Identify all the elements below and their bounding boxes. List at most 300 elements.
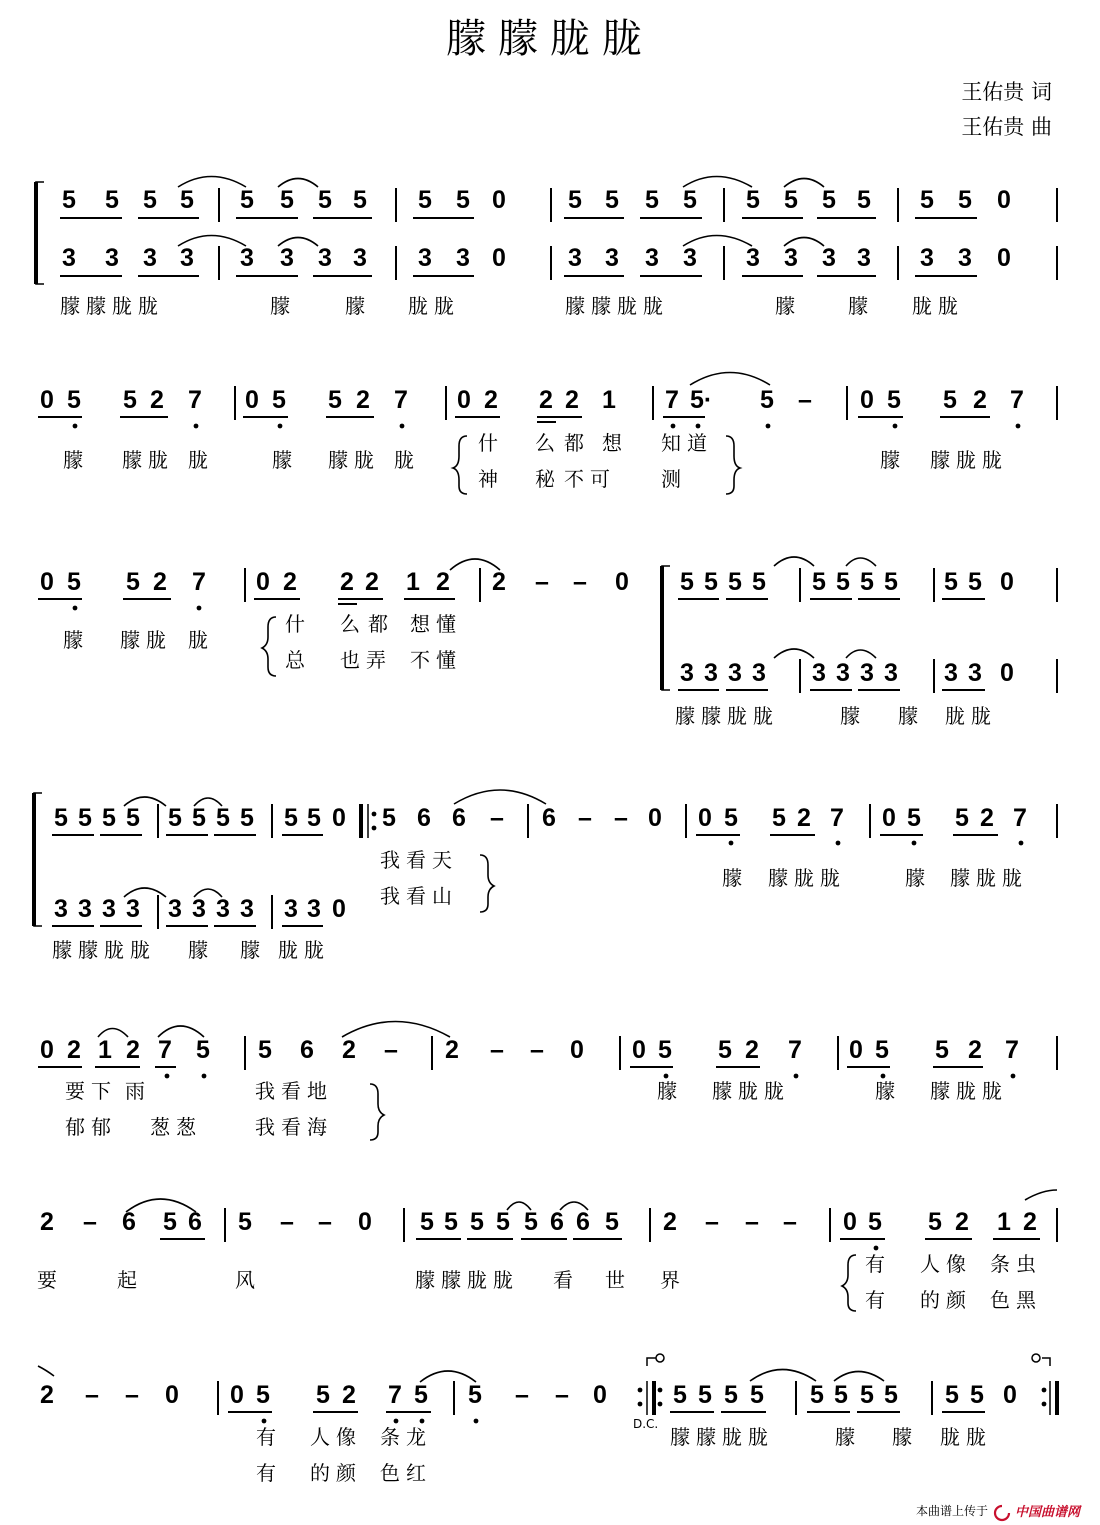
note: 5	[414, 1381, 428, 1409]
note: 5	[724, 1381, 738, 1409]
note: 5	[884, 1381, 898, 1409]
lyric-text: 朦朦胧胧	[675, 704, 779, 728]
note: –	[798, 386, 812, 414]
note: 5	[240, 186, 254, 214]
lyric-text: 人像	[310, 1425, 362, 1449]
lyric-text: 朦	[835, 1425, 855, 1449]
note: –	[125, 1381, 139, 1409]
system-row-5	[38, 1022, 1057, 1141]
lyric-text: 朦胧	[120, 628, 172, 652]
note: 5	[353, 186, 367, 214]
note: 3	[240, 244, 254, 272]
note: 2	[283, 568, 297, 596]
lyric-text: 雨	[125, 1079, 145, 1103]
lyric-text: 朦胧胧	[712, 1079, 790, 1103]
note: 5	[256, 1381, 270, 1409]
note: 5	[943, 386, 957, 414]
note: 1	[406, 568, 420, 596]
note: 5	[126, 804, 140, 832]
lyric-text: 的颜	[310, 1461, 362, 1485]
note: 2	[745, 1036, 759, 1064]
note: 7	[158, 1036, 172, 1064]
note: 0	[165, 1381, 179, 1409]
note: 5	[470, 1208, 484, 1236]
note: 0	[492, 244, 506, 272]
lyric-text: 朦	[63, 448, 83, 472]
note: 5	[868, 1208, 882, 1236]
lyric-text: 朦胧	[328, 448, 380, 472]
note: 3	[680, 659, 694, 687]
lyrics-row-5	[65, 1079, 1008, 1139]
lyric-text: 起	[117, 1268, 137, 1292]
note: 5	[444, 1208, 458, 1236]
note: 5	[192, 804, 206, 832]
note: 0	[40, 568, 54, 596]
system-row-3	[38, 557, 1057, 728]
note: 5	[418, 186, 432, 214]
note: 5	[420, 1208, 434, 1236]
note: 7	[394, 386, 408, 414]
note: 3	[280, 244, 294, 272]
note: 3	[784, 244, 798, 272]
note: 3	[920, 244, 934, 272]
note: 5	[728, 568, 742, 596]
note: 5	[196, 1036, 210, 1064]
da-capo-mark: D.C.	[633, 1417, 659, 1431]
note: 3	[318, 244, 332, 272]
note: 0	[40, 1036, 54, 1064]
note: 3	[752, 659, 766, 687]
note: 0	[332, 895, 346, 923]
note: 2	[565, 386, 579, 414]
note: 5	[258, 1036, 272, 1064]
note: 3	[102, 895, 116, 923]
note: 3	[884, 659, 898, 687]
octave-dots	[262, 1419, 479, 1424]
system-row-2	[38, 373, 1057, 495]
note: 2	[973, 386, 987, 414]
composer-credit: 王佑贵 曲	[961, 115, 1052, 139]
note: 5	[750, 1381, 764, 1409]
note: 5	[168, 804, 182, 832]
note: 2	[356, 386, 370, 414]
slurs	[98, 1022, 450, 1038]
lyric-brace	[262, 617, 276, 676]
note: 3	[126, 895, 140, 923]
lyric-text: 胧胧	[408, 294, 460, 318]
lyric-text: 我看海	[255, 1115, 333, 1139]
note: 0	[648, 804, 662, 832]
note: 7	[388, 1381, 402, 1409]
note: 6	[300, 1036, 314, 1064]
note: 2	[492, 568, 506, 596]
lyric-text: 朦	[270, 294, 290, 318]
note: 5	[875, 1036, 889, 1064]
note: 5	[752, 568, 766, 596]
lyric-text: 朦	[840, 704, 860, 728]
note: –	[530, 1036, 544, 1064]
lyric-text: 朦胧胧	[930, 448, 1008, 472]
lyric-text: 不懂	[410, 648, 462, 672]
note: 3	[307, 895, 321, 923]
note: 3	[836, 659, 850, 687]
note: 5	[887, 386, 901, 414]
note: 5·	[690, 386, 713, 414]
note: 6	[122, 1208, 136, 1236]
note: 0	[882, 804, 896, 832]
note: 3	[180, 244, 194, 272]
lyric-text: 朦	[63, 628, 83, 652]
note: 5	[958, 186, 972, 214]
note: 0	[698, 804, 712, 832]
note: 5	[280, 186, 294, 214]
note: 5	[180, 186, 194, 214]
note: 5	[772, 804, 786, 832]
lyric-text: 朦朦胧胧	[60, 294, 164, 318]
note: 3	[958, 244, 972, 272]
note: 5	[836, 568, 850, 596]
notes-row-1	[62, 186, 1011, 272]
lyric-text: 要下	[65, 1079, 117, 1103]
note: 3	[240, 895, 254, 923]
note: –	[490, 804, 504, 832]
lyric-text: 测	[661, 467, 681, 491]
note: 5	[456, 186, 470, 214]
note: 5	[382, 804, 396, 832]
note: 6	[550, 1208, 564, 1236]
note: 3	[968, 659, 982, 687]
note: 6	[576, 1208, 590, 1236]
note: 5	[860, 568, 874, 596]
lyric-brace	[370, 1084, 384, 1140]
note: 5	[240, 804, 254, 832]
note: 5	[102, 804, 116, 832]
lyric-text: 色红	[380, 1461, 432, 1485]
note: 5	[54, 804, 68, 832]
octave-dots	[165, 1074, 1016, 1079]
note: 2	[342, 1381, 356, 1409]
notes-row-2	[40, 386, 1024, 414]
lyric-text: 朦	[775, 294, 795, 318]
system-row-4	[34, 790, 1057, 962]
note: 2	[153, 568, 167, 596]
note: 6	[188, 1208, 202, 1236]
slur	[690, 373, 770, 386]
lyric-text: 胧胧	[912, 294, 964, 318]
note: 2	[539, 386, 553, 414]
lyric-text: 我看地	[255, 1079, 333, 1103]
note: 0	[358, 1208, 372, 1236]
note: 5	[968, 568, 982, 596]
note: 3	[143, 244, 157, 272]
lyric-text: 秘	[535, 467, 555, 491]
notes-row-3	[40, 568, 1014, 687]
note: 5	[645, 186, 659, 214]
lyric-text: 朦	[188, 938, 208, 962]
note: 5	[216, 804, 230, 832]
note: 0	[997, 186, 1011, 214]
lyric-text: 朦胧胧	[950, 866, 1028, 890]
note: 5	[698, 1381, 712, 1409]
note: 5	[724, 804, 738, 832]
note: –	[783, 1208, 797, 1236]
page-title: 朦朦胧胧	[446, 16, 654, 62]
note: 0	[332, 804, 346, 832]
note: 5	[605, 1208, 619, 1236]
note: –	[705, 1208, 719, 1236]
note: 5	[784, 186, 798, 214]
note: 5	[718, 1036, 732, 1064]
note: –	[614, 804, 628, 832]
lyric-text: 朦	[898, 704, 918, 728]
lyric-text: 有	[865, 1288, 885, 1312]
lyric-text: 胧胧	[940, 1425, 992, 1449]
note: 5	[568, 186, 582, 214]
lyric-text: 朦	[272, 448, 292, 472]
note: 5	[704, 568, 718, 596]
note: 3	[456, 244, 470, 272]
system-row-1	[36, 177, 1057, 319]
note: –	[318, 1208, 332, 1236]
note: –	[555, 1381, 569, 1409]
note: 3	[822, 244, 836, 272]
lyric-text: 么	[340, 612, 360, 636]
lyric-text: 朦	[722, 866, 742, 890]
note: 5	[860, 1381, 874, 1409]
lyric-text: 什	[478, 431, 498, 455]
note: 5	[680, 568, 694, 596]
note: 2	[365, 568, 379, 596]
note: 7	[788, 1036, 802, 1064]
lyric-text: 条虫	[990, 1252, 1042, 1276]
note: –	[535, 568, 549, 596]
note: 5	[884, 568, 898, 596]
note: 2	[980, 804, 994, 832]
note: 5	[524, 1208, 538, 1236]
lyric-text: 要	[37, 1268, 57, 1292]
note: 5	[143, 186, 157, 214]
note: 5	[67, 386, 81, 414]
note: 0	[256, 568, 270, 596]
note: –	[280, 1208, 294, 1236]
note: 5	[857, 186, 871, 214]
lyric-text: 什	[285, 612, 305, 636]
note: 5	[67, 568, 81, 596]
note: 2	[40, 1208, 54, 1236]
note: 3	[62, 244, 76, 272]
note: 3	[216, 895, 230, 923]
lyric-text: 世	[605, 1268, 625, 1292]
note: 5	[945, 1381, 959, 1409]
note: 5	[810, 1381, 824, 1409]
note: 3	[683, 244, 697, 272]
note: 2	[436, 568, 450, 596]
note: 5	[746, 186, 760, 214]
note: 5	[272, 386, 286, 414]
note: 5	[928, 1208, 942, 1236]
note: 7	[830, 804, 844, 832]
note: –	[490, 1036, 504, 1064]
lyric-text: 胧胧	[945, 704, 997, 728]
note: 5	[78, 804, 92, 832]
note: 5	[238, 1208, 252, 1236]
lyric-text: 朦朦胧胧	[670, 1425, 774, 1449]
note: 5	[605, 186, 619, 214]
slurs	[38, 1366, 884, 1382]
lyric-text: 郁郁	[65, 1115, 117, 1139]
note: 6	[542, 804, 556, 832]
note: 3	[568, 244, 582, 272]
note: –	[515, 1381, 529, 1409]
octave-dots	[729, 841, 1024, 846]
note: 3	[353, 244, 367, 272]
lyrics-row-1	[60, 294, 964, 318]
note: 0	[849, 1036, 863, 1064]
lyric-text: 朦朦胧胧	[415, 1268, 519, 1292]
note: 2	[955, 1208, 969, 1236]
note: 0	[457, 386, 471, 414]
note: 3	[728, 659, 742, 687]
note: 2	[968, 1036, 982, 1064]
note: 5	[920, 186, 934, 214]
lyric-text: 朦	[240, 938, 260, 962]
note: 2	[797, 804, 811, 832]
lyric-text: 界	[660, 1268, 680, 1292]
repeat-start	[361, 804, 376, 838]
note: –	[745, 1208, 759, 1236]
note: 5	[970, 1381, 984, 1409]
note: 5	[658, 1036, 672, 1064]
lyric-text: 有	[256, 1425, 276, 1449]
note: 2	[445, 1036, 459, 1064]
notes-row-5	[40, 1036, 1019, 1064]
note: –	[83, 1208, 97, 1236]
note: 3	[860, 659, 874, 687]
lyrics-row-3	[63, 612, 997, 728]
note: 7	[1010, 386, 1024, 414]
note: 3	[857, 244, 871, 272]
note: 3	[168, 895, 182, 923]
notes-row-6	[40, 1208, 1037, 1236]
lyric-text: 朦胧胧	[768, 866, 846, 890]
note: 0	[1000, 568, 1014, 596]
note: 0	[492, 186, 506, 214]
lyrics-row-6	[37, 1252, 1042, 1312]
note: 3	[418, 244, 432, 272]
lyric-text: 知道	[661, 431, 713, 455]
note: 5	[834, 1381, 848, 1409]
note: 2	[342, 1036, 356, 1064]
note: 0	[245, 386, 259, 414]
note: 5	[62, 186, 76, 214]
footer-site-logo[interactable]: 中国曲谱网	[1015, 1505, 1081, 1520]
lyric-text: 的颜	[920, 1288, 972, 1312]
note: 7	[665, 386, 679, 414]
lyric-text: 朦胧	[122, 448, 174, 472]
note: 0	[615, 568, 629, 596]
note: –	[578, 804, 592, 832]
lyric-text: 有	[865, 1252, 885, 1276]
note: 3	[605, 244, 619, 272]
lyric-text: 葱葱	[150, 1115, 202, 1139]
slurs	[126, 1190, 1057, 1212]
lyric-text: 胧胧	[278, 938, 330, 962]
note: 3	[192, 895, 206, 923]
note: 3	[944, 659, 958, 687]
note: 5	[822, 186, 836, 214]
note: 5	[907, 804, 921, 832]
lyric-text: 人像	[920, 1252, 972, 1276]
lyric-text: 朦	[848, 294, 868, 318]
note: 0	[843, 1208, 857, 1236]
lyric-text: 都	[564, 431, 584, 455]
note: 3	[78, 895, 92, 923]
note: 6	[452, 804, 466, 832]
notes-row-4	[54, 804, 1027, 923]
note: 5	[123, 386, 137, 414]
repeat-start	[638, 1381, 663, 1415]
note: 5	[955, 804, 969, 832]
lyric-text: 神	[478, 467, 498, 491]
note: 2	[150, 386, 164, 414]
note: 7	[1013, 804, 1027, 832]
lyric-text: 色黑	[990, 1288, 1042, 1312]
octave-dot	[874, 1246, 879, 1251]
note: 3	[645, 244, 659, 272]
system-row-6	[37, 1190, 1057, 1312]
lyric-text: 朦	[875, 1079, 895, 1103]
note: 0	[593, 1381, 607, 1409]
note: 3	[105, 244, 119, 272]
note: 5	[673, 1381, 687, 1409]
lyric-text: 朦	[892, 1425, 912, 1449]
lyric-text: 朦朦胧胧	[565, 294, 669, 318]
lyric-text: 我看天	[380, 848, 458, 872]
note: 5	[935, 1036, 949, 1064]
coda-marks	[647, 1354, 1050, 1366]
note: 1	[98, 1036, 112, 1064]
note: –	[384, 1036, 398, 1064]
octave-dots	[73, 424, 1021, 429]
footer-source-text: 本曲谱上传于	[915, 1504, 988, 1518]
note: 0	[570, 1036, 584, 1064]
note: 5	[944, 568, 958, 596]
note: 7	[1005, 1036, 1019, 1064]
underlines	[60, 218, 977, 276]
note: 0	[230, 1381, 244, 1409]
note: 6	[417, 804, 431, 832]
note: 5	[328, 386, 342, 414]
note: 2	[126, 1036, 140, 1064]
note: 5	[284, 804, 298, 832]
lyric-text: 也弄	[340, 648, 392, 672]
lyric-text: 风	[235, 1268, 255, 1292]
lyric-text: 看	[553, 1268, 573, 1292]
note: –	[573, 568, 587, 596]
note: 3	[54, 895, 68, 923]
lyric-text: 胧	[188, 448, 208, 472]
note: 5	[812, 568, 826, 596]
note: 7	[192, 568, 206, 596]
lyric-text: 朦	[345, 294, 365, 318]
lyrics-row-7	[256, 1425, 992, 1485]
lyricist-credit: 王佑贵 词	[961, 80, 1052, 104]
note: 0	[997, 244, 1011, 272]
lyric-text: 想	[602, 431, 622, 455]
note: 5	[105, 186, 119, 214]
lyric-text: 朦	[657, 1079, 677, 1103]
note: 5	[496, 1208, 510, 1236]
